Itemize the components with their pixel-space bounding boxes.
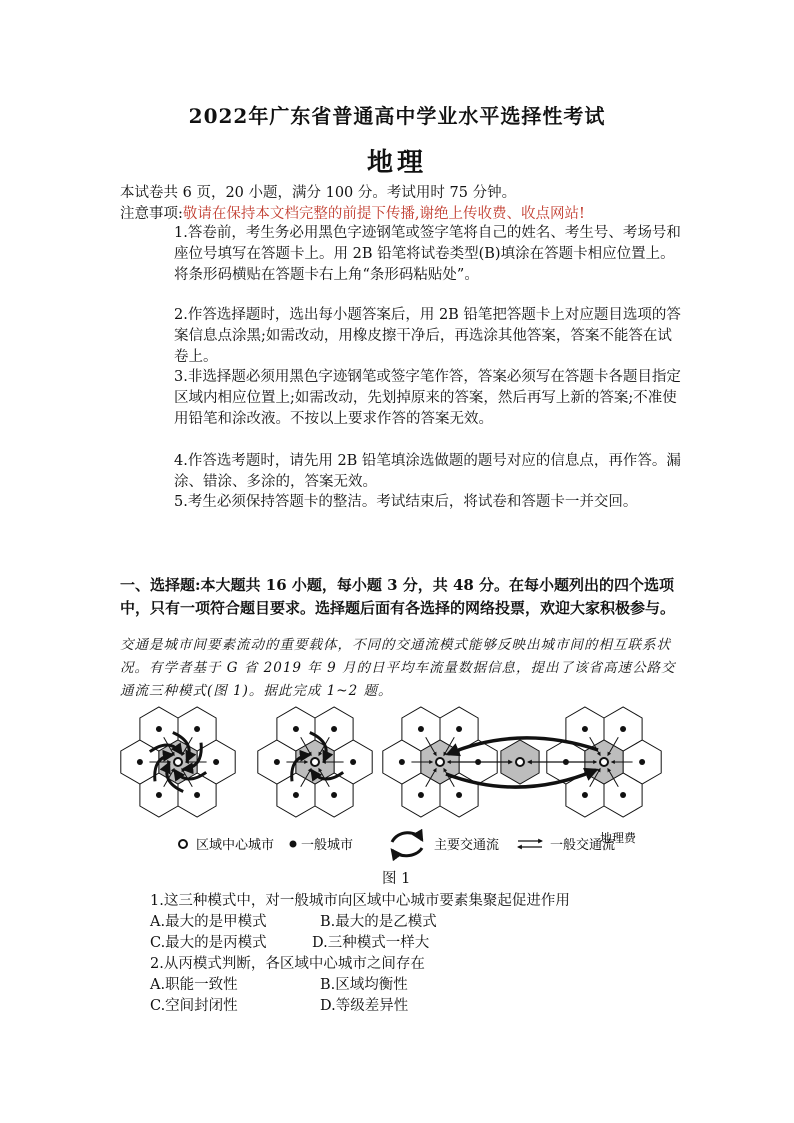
question-option: D.等级差异性 <box>320 998 409 1014</box>
center-city-dot <box>600 758 608 766</box>
center-city-dot <box>311 758 319 766</box>
question-option: C.空间封闭性 <box>150 998 238 1014</box>
question-option: C.最大的是丙模式 <box>150 935 267 951</box>
instruction-item: 2.作答选择题时，选出每小题答案后，用 2B 铅笔把答题卡上对应题目选项的答案信息点涂黑;如需改动，用橡皮擦干净后，再选涂其他答案，答案不能答在试卷上。 <box>174 307 681 365</box>
watermark: 地理费 <box>600 831 637 845</box>
center-city-dot <box>436 758 444 766</box>
general-city-dot <box>399 759 405 765</box>
center-city-dot <box>516 758 524 766</box>
exam-subject: 地理 <box>366 148 427 178</box>
figure-legend <box>179 830 637 856</box>
traffic-flow-figure <box>110 700 670 870</box>
general-city-dot <box>331 726 337 732</box>
general-city-dot <box>194 726 200 732</box>
legend-general-flow: 一般交通流 <box>550 838 616 853</box>
instruction-item: 1.答卷前，考生务必用黑色字迹钢笔或签字笔将自己的姓名、考生号、考场号和座位号填写在答题卡上。用 2B 铅笔将试卷类型(B)填涂在答题卡相应位置上。将条形码横贴在答题卡右上角“条形码粘贴处”。 <box>174 225 681 283</box>
general-city-dot <box>582 726 588 732</box>
center-city-dot <box>174 758 182 766</box>
general-city-dot <box>137 759 143 765</box>
general-city-dot <box>418 726 424 732</box>
notice-label: 注意事项: <box>120 206 183 222</box>
general-city-dot <box>350 759 356 765</box>
general-city-dot <box>639 759 645 765</box>
material-text: 交通是城市间要素流动的重要载体，不同的交通流模式能够反映出城市间的相互联系状况。有学者基于 G 省 2019 年 9 月的日平均车流量数据信息，提出了该省高速公路交通流三种模式(图 1)。据此完成 1~2 题。 <box>120 637 676 699</box>
general-city-dot <box>293 726 299 732</box>
main-flow-legend-icon <box>392 833 422 856</box>
legend-main-flow: 主要交通流 <box>434 838 500 853</box>
general-city-dot <box>156 792 162 798</box>
general-city-dot <box>456 726 462 732</box>
legend-center-city: 区域中心城市 <box>196 838 275 853</box>
general-city-dot <box>475 759 481 765</box>
notice-red-text: 敬请在保持本文档完整的前提下传播,谢绝上传收费、收点网站! <box>182 206 585 222</box>
general-city-dot <box>274 759 280 765</box>
general-city-dot <box>620 792 626 798</box>
question-option: A.职能一致性 <box>150 977 238 993</box>
legend-general-city: 一般城市 <box>301 838 354 853</box>
general-city-dot <box>293 792 299 798</box>
general-city-dot <box>418 792 424 798</box>
general-city-dot <box>563 759 569 765</box>
general-city-dot <box>620 726 626 732</box>
instruction-item: 4.作答选考题时，请先用 2B 铅笔填涂选做题的题号对应的信息点，再作答。漏涂、错涂、多涂的，答案无效。 <box>174 453 681 490</box>
question-option: B.最大的是乙模式 <box>320 914 437 930</box>
general-city-dot <box>194 792 200 798</box>
general-flow-legend-icon <box>518 841 542 847</box>
general-city-dot <box>456 792 462 798</box>
general-city-dot <box>582 792 588 798</box>
general-city-legend-icon <box>290 841 297 848</box>
general-city-dot <box>213 759 219 765</box>
exam-title: 2022年广东省普通高中学业水平选择性考试 <box>188 104 606 128</box>
section-heading: 一、选择题:本大题共 16 小题，每小题 3 分，共 48 分。在每小题列出的四个选项中，只有一项符合题目要求。选择题后面有各选择的网络投票，欢迎大家积极参与。 <box>120 576 676 617</box>
instruction-item: 5.考生必须保持答题卡的整洁。考试结束后，将试卷和答题卡一并交回。 <box>174 494 638 510</box>
general-city-dot <box>331 792 337 798</box>
center-city-legend-icon <box>179 840 187 848</box>
figure-caption: 图 1 <box>382 871 411 887</box>
question-option: D.三种模式一样大 <box>312 935 430 951</box>
question-option: B.区域均衡性 <box>320 977 408 993</box>
question-stem: 2.从丙模式判断，各区域中心城市之间存在 <box>150 956 425 972</box>
question-stem: 1.这三种模式中，对一般城市向区域中心城市要素集聚起促进作用 <box>150 893 570 909</box>
general-city-dot <box>156 726 162 732</box>
question-option: A.最大的是甲模式 <box>150 914 267 930</box>
instruction-item: 3.非选择题必须用黑色字迹钢笔或签字笔作答，答案必须写在答题卡各题目指定区域内相应位置上;如需改动，先划掉原来的答案，然后再写上新的答案;不准使用铅笔和涂改液。不按以上要求作答的答案无效。 <box>174 369 681 427</box>
exam-info: 本试卷共 6 页，20 小题，满分 100 分。考试用时 75 分钟。 <box>120 185 517 201</box>
notice-line <box>120 202 585 223</box>
